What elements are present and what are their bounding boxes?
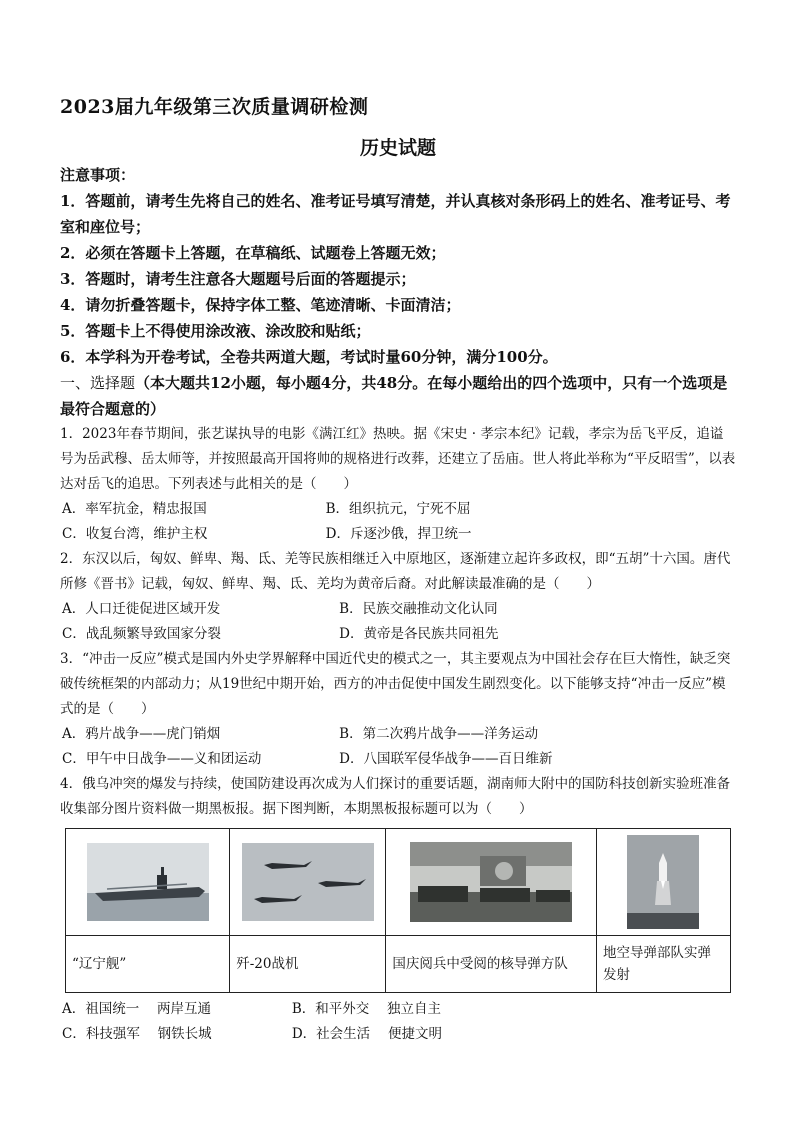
question-4-options	[60, 997, 736, 1047]
question-2-stem: 2．东汉以后，匈奴、鲜卑、羯、氐、羌等民族相继迁入中原地区，逐渐建立起许多政权，即“五胡”十六国。唐代所修《晋书》记载，匈奴、鲜卑、羯、氐、羌均为黄帝后裔。对此解读最准确的是（ ）	[60, 551, 731, 592]
fighter-jet-photo	[242, 843, 374, 921]
subject-title: 历史试题	[359, 137, 436, 159]
caption-row	[66, 936, 731, 993]
exam-page	[60, 92, 736, 1047]
notice-item-1: 1．答题前，请考生先将自己的姓名、准考证号填写清楚，并认真核对条形码上的姓名、准考证号、考室和座位号；	[60, 192, 731, 236]
question-3-option-c[interactable]: C．甲午中日战争——义和团运动	[62, 751, 262, 767]
question-3-option-b[interactable]: B．第二次鸦片战争——洋务运动	[339, 726, 539, 742]
image-cell-fighter	[230, 829, 386, 936]
question-1-option-b[interactable]: B．组织抗元，宁死不屈	[325, 501, 471, 517]
question-2-option-a[interactable]: A．人口迁徙促进区域开发	[62, 601, 221, 617]
notice-item-6: 6．本学科为开卷考试，全卷共两道大题，考试时量60分钟，满分100分。	[60, 348, 558, 366]
question-3-stem: 3．“冲击一反应”模式是国内外史学界解释中国近代史的模式之一，其主要观点为中国社会存在巨大惰性，缺乏突破传统框架的内部动力；从19世纪中期开始，西方的冲击促使中国发生剧烈变化。以下能够支持“冲击一反应”模式的是（ ）	[60, 651, 731, 717]
question-4-stem: 4．俄乌冲突的爆发与持续，使国防建设再次成为人们探讨的重要话题，湖南师大附中的国防科技创新实验班准备收集部分图片资料做一期黑板报。据下图判断，本期黑板报标题可以为（ ）	[60, 776, 731, 817]
question-2-options	[60, 597, 736, 647]
question-3-options	[60, 722, 736, 772]
section-title: 一、选择题	[60, 374, 136, 392]
question-4-option-d[interactable]: D．社会生活 便捷文明	[291, 1026, 442, 1042]
notice-item-2: 2．必须在答题卡上答题，在草稿纸、试题卷上答题无效；	[60, 244, 446, 262]
question-4-option-a[interactable]: A．祖国统一 两岸互通	[62, 1001, 212, 1017]
question-4-option-b[interactable]: B．和平外交 独立自主	[291, 1001, 442, 1017]
question-4-option-c[interactable]: C．科技强军 钢铁长城	[62, 1026, 212, 1042]
image-row	[66, 829, 731, 936]
notice-item-4: 4．请勿折叠答题卡，保持字体工整、笔迹清晰、卡面清洁；	[60, 296, 461, 314]
image-cell-parade	[386, 829, 597, 936]
question-1-option-c[interactable]: C．收复台湾，维护主权	[62, 526, 208, 542]
notice-heading: 注意事项：	[60, 166, 136, 184]
image-cell-carrier	[66, 829, 230, 936]
question-3-option-d[interactable]: D．八国联军侵华战争——百日维新	[339, 751, 553, 767]
section-description: （本大题共12小题，每小题4分，共48分。在每小题给出的四个选项中，只有一个选项是最符合题意的）	[60, 374, 728, 418]
exam-title: 2023届九年级第三次质量调研检测	[60, 96, 369, 118]
missile-parade-photo	[410, 842, 572, 922]
missile-launch-photo	[627, 835, 699, 929]
question-1-stem: 1．2023年春节期间，张艺谋执导的电影《满江红》热映。据《宋史 · 孝宗本纪》记载，孝宗为岳飞平反，追谥号为岳武穆、岳太师等，并按照最高开国将帅的规格进行改葬，还建立了岳庙。世人将此举称为“平反昭雪”，以表达对岳飞的追思。下列表述与此相关的是（ ）	[60, 426, 736, 492]
question-1-option-a[interactable]: A．率军抗金，精忠报国	[62, 501, 207, 517]
image-cell-missile	[596, 829, 730, 936]
question-1-options	[60, 497, 736, 547]
caption-parade: 国庆阅兵中受阅的核导弹方队	[386, 936, 597, 993]
aircraft-carrier-photo	[87, 843, 209, 921]
question-2-option-d[interactable]: D．黄帝是各民族共同祖先	[339, 626, 499, 642]
caption-carrier: “辽宁舰”	[66, 936, 230, 993]
notice-item-5: 5．答题卡上不得使用涂改液、涂改胶和贴纸；	[60, 322, 371, 340]
caption-fighter: 歼-20战机	[230, 936, 386, 993]
section-heading	[60, 370, 736, 422]
notice-item-3: 3．答题时，请考生注意各大题题号后面的答题提示；	[60, 270, 416, 288]
question-2-option-b[interactable]: B．民族交融推动文化认同	[339, 601, 498, 617]
question-2-option-c[interactable]: C．战乱频繁导致国家分裂	[62, 626, 221, 642]
question-1-option-d[interactable]: D．斥逐沙俄，捍卫统一	[325, 526, 472, 542]
question-4-image-table	[65, 828, 731, 993]
question-3-option-a[interactable]: A．鸦片战争——虎门销烟	[62, 726, 221, 742]
caption-missile: 地空导弹部队实弹发射	[596, 936, 730, 993]
